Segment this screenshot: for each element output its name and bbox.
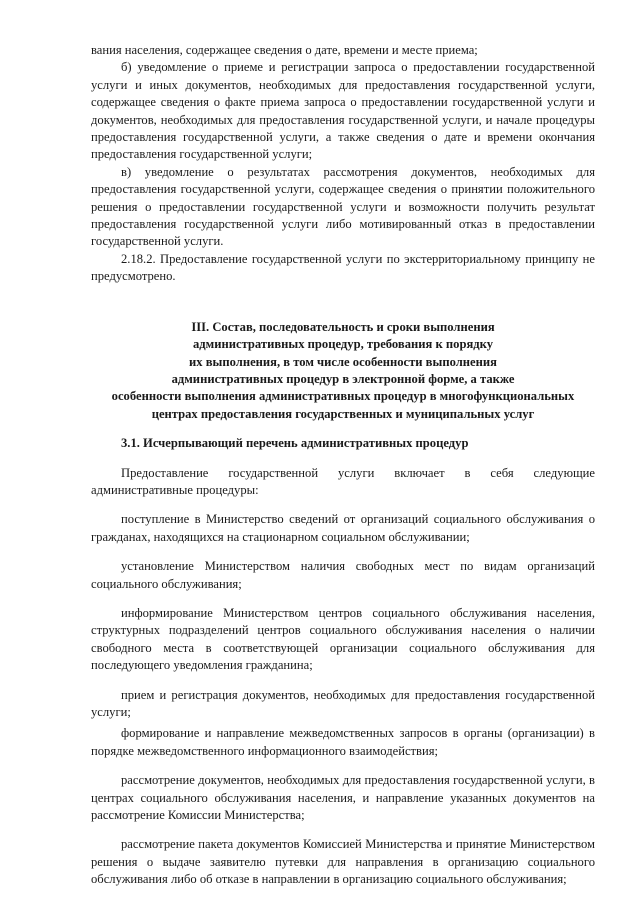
document-page (91, 42, 595, 889)
section-heading-line: административных процедур, требования к порядку (192, 337, 494, 352)
section-heading-line: центрах предоставления государственных и муниципальных услуг (151, 406, 535, 421)
procedure-item: поступление в Министерство сведений от организаций социального обслуживания о гражданах, находящихся на стационарном социальном обслуживании; (91, 512, 595, 544)
paragraph-item-v: в) уведомление о результатах рассмотрения документов, необходимых для предоставления государственной услуги, содержащее сведения о принятии положительного решения о предоставлении государственной услуги и возможности получить результат предоставления государственной услуги либо мотивированный отказ в предоставлении государственной услуги. (91, 164, 595, 249)
spacer (91, 423, 595, 435)
procedure-intro: Предоставление государственной услуги включает в себя следующие административные процедуры: (91, 465, 595, 497)
spacer (91, 286, 595, 319)
section-heading-line: особенности выполнения административных процедур в многофункциональных (111, 389, 575, 404)
subsection-heading: 3.1. Исчерпывающий перечень административных процедур (121, 436, 469, 451)
procedure-item: установление Министерством наличия свободных мест по видам организаций социального обслуживания; (91, 559, 595, 591)
procedure-item: формирование и направление межведомственных запросов в органы (организации) в порядке межведомственного информационного взаимодействия; (91, 726, 595, 758)
section-heading-line: административных процедур в электронной форме, а также (171, 371, 515, 386)
spacer (91, 453, 595, 465)
procedure-item: рассмотрение документов, необходимых для предоставления государственной услуги, в центрах социального обслуживания населения, и направление указанных документов на рассмотрение Комиссии Министерства; (91, 773, 595, 823)
procedure-item: рассмотрение пакета документов Комиссией Министерства и принятие Министерством решения о выдаче заявителю путевки для направления в организацию социального обслуживания либо об отказе в направлении в организацию социального обслуживания; (91, 837, 595, 887)
procedure-item: прием и регистрация документов, необходимых для предоставления государственной услуги; (91, 687, 595, 719)
procedure-item: информирование Министерством центров социального обслуживания населения, структурных подразделений центров социального обслуживания населения о наличии свободного места в соответствующей организации социального обслуживания для последующего уведомления гражданина; (91, 605, 595, 673)
paragraph-2-18-2: 2.18.2. Предоставление государственной услуги по экстерриториальному принципу не предусмотрено. (91, 251, 595, 284)
paragraph-continuation: вания населения, содержащее сведения о дате, времени и месте приема; (91, 43, 478, 57)
paragraph-item-b: б) уведомление о приеме и регистрации запроса о предоставлении государственной услуги и иных документов, необходимых для предоставления государственной услуги, содержащее сведения о факте приема запроса о предоставлении государственной услуги и документов, необходимых для предоставления государственной услуги, и начале процедуры предоставления государственной услуги, а также сведения о дате и времени окончания предоставления государственной услуги; (91, 60, 595, 162)
section-heading (91, 319, 595, 423)
section-heading-line: их выполнения, в том числе особенности выполнения (189, 354, 497, 369)
section-heading-line: III. Состав, последовательность и сроки выполнения (191, 319, 495, 334)
